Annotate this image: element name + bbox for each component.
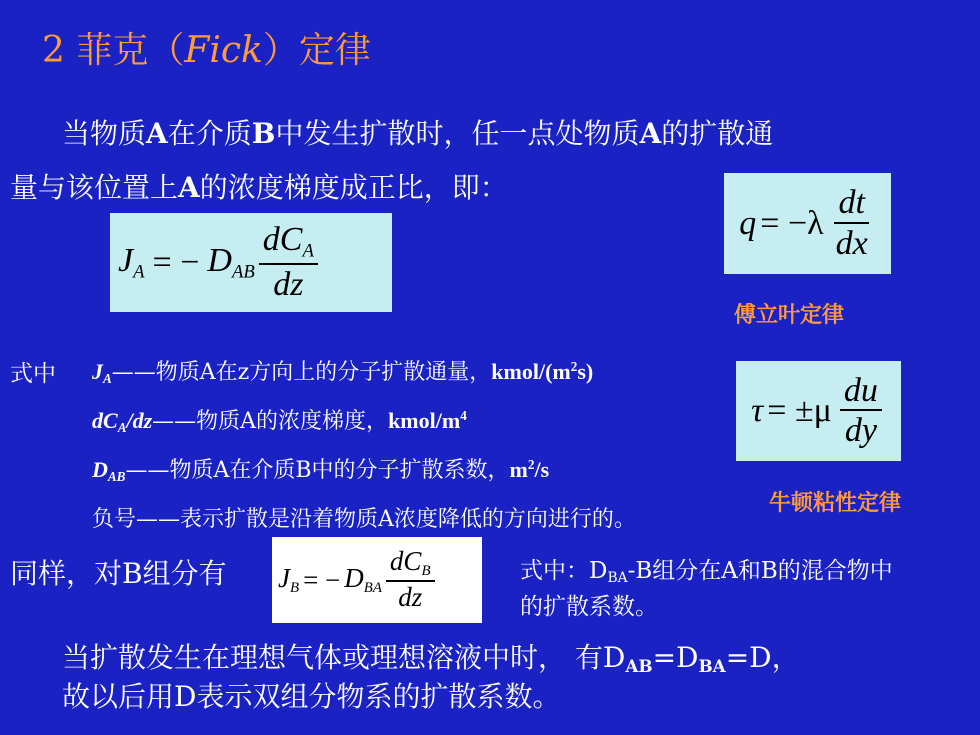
formula-fraction <box>259 221 318 303</box>
fourier-lhs: q <box>739 204 757 242</box>
newton-fraction <box>840 372 882 450</box>
formula-b-denominator: dz <box>398 581 423 612</box>
fourier-formula <box>724 173 891 274</box>
title-cn-part2: ）定律 <box>262 30 371 71</box>
definition-row: dCA/dz——物质A的浓度梯度，kmol/$m^4$ <box>92 408 467 435</box>
intro-text: 当物质 <box>62 117 147 150</box>
slide-title <box>42 22 371 73</box>
formula-coef: $D_{AB}$ <box>207 241 255 283</box>
fourier-numerator: dt <box>834 184 868 223</box>
formula-b-coef: $D_{BA}$ <box>344 562 382 597</box>
definition-row: DAB——物质A在介质B中的分子扩散系数，$m^2/s$ <box>92 457 550 484</box>
component-b-note-line1: 式中：DBA-B组分在A和B的混合物中 <box>520 558 893 587</box>
formula-b-fraction <box>386 547 435 613</box>
intro-text: 在介质 <box>167 117 252 150</box>
title-fick: Fick <box>184 30 263 71</box>
component-b-note-line2: 的扩散系数。 <box>520 594 658 620</box>
fourier-caption: 傅立叶定律 <box>734 303 845 328</box>
conclusion-line-2: 故以后用D表示双组分物系的扩散系数。 <box>62 680 561 713</box>
formula-b-lhs: $J_B$ <box>278 562 300 597</box>
intro-text: 量与该位置上 <box>10 171 179 204</box>
formula-numerator: $dC_A$ <box>259 221 318 264</box>
newton-caption: 牛顿粘性定律 <box>769 491 902 516</box>
newton-denominator: dy <box>844 412 877 450</box>
intro-text: 的扩散通 <box>661 117 774 150</box>
formula-eq: = − <box>152 243 200 281</box>
intro-symbol: A <box>178 171 200 204</box>
newton-numerator: du <box>840 372 882 411</box>
title-number: 2 <box>42 30 65 71</box>
formula-lhs: $J_A$ <box>118 241 145 283</box>
intro-symbol: A <box>639 117 662 150</box>
fourier-denominator: dx <box>835 224 868 262</box>
intro-symbol: A <box>146 117 168 150</box>
fick-formula-a <box>110 213 392 312</box>
title-cn-part1: 菲克（ <box>76 30 185 71</box>
intro-text: 的浓度梯度成正比，即： <box>199 171 508 204</box>
newton-formula <box>736 361 901 461</box>
definitions-prefix: 式中 <box>10 361 56 387</box>
definition-row: JA——物质A在z方向上的分子扩散通量，kmol/$(m^2s)$ <box>92 359 594 386</box>
intro-symbol: B <box>251 117 276 150</box>
fourier-eq: = −λ <box>760 204 824 242</box>
intro-line-1 <box>62 116 773 151</box>
conclusion-line-1: 当扩散发生在理想气体或理想溶液中时， 有DAB=DBA=D， <box>62 641 800 677</box>
formula-denominator: dz <box>273 265 304 303</box>
intro-line-2 <box>10 170 508 205</box>
definition-row: 负号——表示扩散是沿着物质A浓度降低的方向进行的。 <box>92 507 636 532</box>
fick-formula-b <box>272 537 482 623</box>
component-b-lead: 同样，对B组分有 <box>10 557 227 590</box>
formula-b-eq: = − <box>303 564 341 595</box>
intro-text: 中发生扩散时，任一点处物质 <box>275 117 640 150</box>
newton-lhs: τ <box>751 392 764 429</box>
fourier-fraction <box>832 184 872 262</box>
formula-b-numerator: $dC_B$ <box>386 547 435 582</box>
newton-eq: = ±μ <box>767 392 832 429</box>
